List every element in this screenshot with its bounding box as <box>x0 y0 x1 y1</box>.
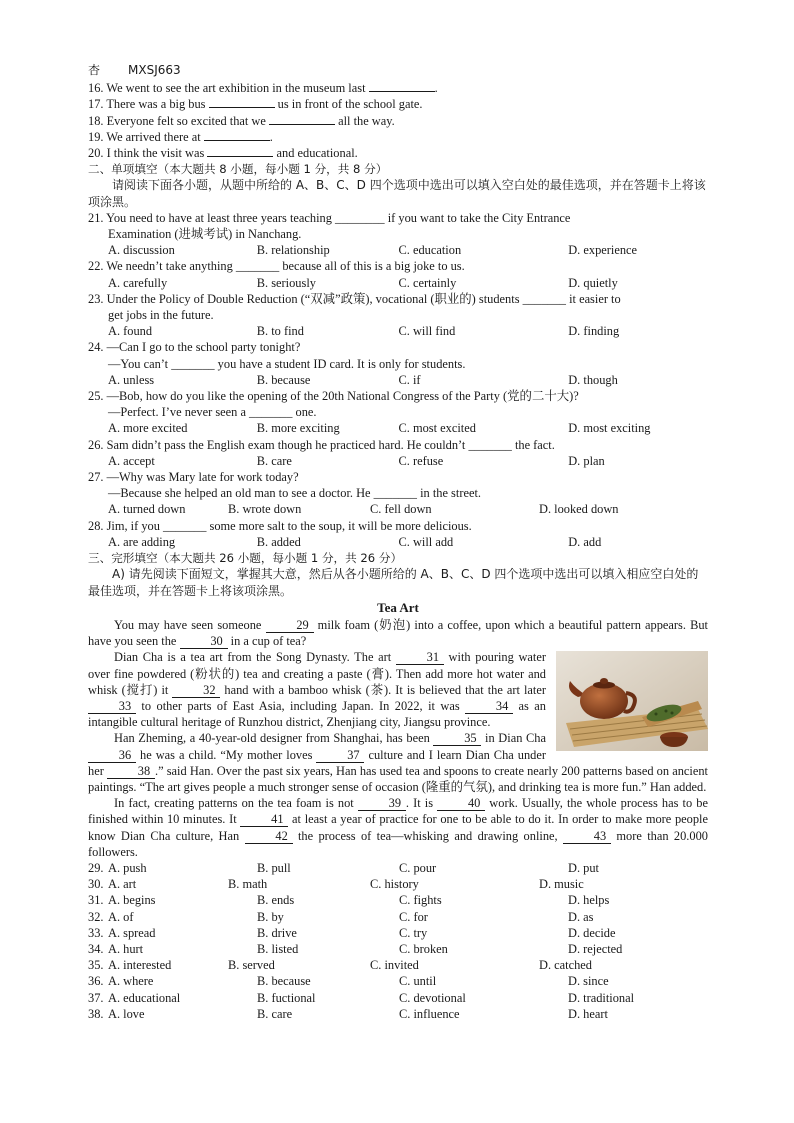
option-b: B. because <box>257 974 311 989</box>
option-b: B. drive <box>257 925 297 940</box>
option-d: D. catched <box>539 958 592 973</box>
cloze-question <box>88 876 708 892</box>
fill-question <box>88 113 708 129</box>
passage-text: work. Usually, the whole process has to be finished within 10 minutes. It <box>88 796 708 827</box>
option-a: A. of <box>108 909 134 924</box>
mc-question <box>88 258 708 290</box>
fill-question <box>88 80 708 96</box>
option-d: D. add <box>568 534 602 549</box>
option-b: B. care <box>256 453 292 468</box>
question-line: —Because she helped an old man to see a doctor. He _______ in the street. <box>108 486 481 501</box>
option-c: C. if <box>398 372 421 387</box>
passage-text: he was a child. “My mother loves <box>136 747 317 762</box>
option-d: D. quietly <box>568 275 618 290</box>
option-d: D. decide <box>568 925 616 940</box>
multiple-choice-questions <box>88 210 708 550</box>
option-d: D. traditional <box>568 990 635 1005</box>
blank-number: 37 <box>316 749 364 763</box>
option-a: A. unless <box>108 372 155 387</box>
question-line: 27. —Why was Mary late for work today? <box>88 470 299 485</box>
cloze-number: 32. <box>88 909 104 924</box>
passage-text: hand with a bamboo whisk (茶). It is believed that the art later <box>220 682 546 697</box>
mc-question <box>88 469 708 518</box>
teapot-photo-icon <box>556 651 708 751</box>
question-text: . <box>269 129 273 144</box>
section2-instruction: 请阅读下面各小题，从题中所给的 A、B、C、D 四个选项中选出可以填入空白处的最佳选项，并在答题卡上将该项涂黑。 <box>88 178 706 209</box>
option-b: B. ends <box>257 893 295 908</box>
cloze-options <box>88 860 708 1022</box>
option-c: C. history <box>370 877 419 892</box>
option-a: A. push <box>108 860 147 875</box>
option-row <box>88 534 708 550</box>
option-a: A. accept <box>108 453 155 468</box>
paper-code: MXSJ663 <box>128 63 181 77</box>
cloze-question <box>88 973 708 989</box>
option-d: D. helps <box>568 893 610 908</box>
option-b: B. to find <box>256 324 304 339</box>
option-b: B. seriously <box>256 275 316 290</box>
option-b: B. relationship <box>256 243 330 258</box>
passage-text: more than 20.000 followers. <box>88 828 708 859</box>
mc-question <box>88 518 708 550</box>
section3-instruction: A) 请先阅读下面短文，掌握其大意，然后从各小题所给的 A、B、C、D 四个选项中选出可以填入相应空白处的最佳选项，并在答题卡上将该项涂黑。 <box>88 567 699 598</box>
question-text: . <box>434 81 438 96</box>
option-d: D. rejected <box>568 941 623 956</box>
mc-question <box>88 291 708 340</box>
option-a: A. carefully <box>108 275 168 290</box>
mc-question <box>88 388 708 437</box>
cloze-number: 31. <box>88 893 104 908</box>
cloze-number: 37. <box>88 990 104 1005</box>
question-line: 21. You need to have at least three years teaching ________ if you want to take the City Entrance <box>88 210 571 225</box>
passage-text: with pouring water over fine powdered (粉状的) tea and creating a paste (膏). Then add more hot water and whisk (搅打) it <box>88 650 547 697</box>
option-b: B. care <box>257 1006 293 1021</box>
question-text: 17. There was a big bus <box>88 97 209 112</box>
passage <box>88 617 708 860</box>
question-line: 22. We needn’t take anything _______ because all of this is a big joke to us. <box>88 259 465 274</box>
passage-text: Dian Cha is a tea art from the Song Dynasty. The art <box>114 650 396 665</box>
passage-title: Tea Art <box>377 599 419 615</box>
blank-number: 32 <box>172 684 220 698</box>
cloze-number: 29. <box>88 860 104 875</box>
option-d: D. heart <box>568 1006 608 1021</box>
option-a: A. turned down <box>108 502 186 517</box>
fill-question <box>88 96 708 112</box>
option-c: C. most excited <box>398 421 476 436</box>
option-b: B. pull <box>257 860 291 875</box>
passage-text: at least a year of practice for one to be able to do it. In order to make more people know Dian Cha culture, Han <box>88 812 708 843</box>
cloze-number: 33. <box>88 925 104 940</box>
option-row <box>88 453 708 469</box>
passage-text: You may have seen someone <box>114 617 266 632</box>
option-c: C. refuse <box>398 453 444 468</box>
option-a: A. hurt <box>108 941 144 956</box>
question-line: —Perfect. I’ve never seen a _______ one. <box>108 405 317 420</box>
option-a: A. more excited <box>108 421 188 436</box>
option-c: C. devotional <box>399 990 466 1005</box>
passage-text: in Dian Cha <box>481 731 546 746</box>
answer-blank <box>207 156 273 157</box>
option-a: A. spread <box>108 925 156 940</box>
option-a: A. are adding <box>108 534 176 549</box>
question-line: get jobs in the future. <box>108 308 214 323</box>
fill-in-questions <box>88 80 708 161</box>
passage-text: milk foam (奶泡) into a coffee, upon which a beautiful pattern appears. But have you seen the <box>88 617 708 649</box>
mc-question <box>88 210 708 259</box>
option-a: A. love <box>108 1006 145 1021</box>
fill-question <box>88 145 708 161</box>
question-line: 26. Sam didn’t pass the English exam though he practiced hard. He couldn’t _______ the fact. <box>88 437 555 452</box>
option-b: B. because <box>256 372 311 387</box>
option-b: B. more exciting <box>256 421 340 436</box>
option-row <box>88 372 708 388</box>
answer-blank <box>209 107 275 108</box>
mc-question <box>88 339 708 388</box>
option-a: A. begins <box>108 893 156 908</box>
question-line: —You can’t _______ you have a student ID card. It is only for students. <box>108 356 466 371</box>
option-row <box>88 501 708 517</box>
option-a: A. art <box>108 877 137 892</box>
page-header <box>88 62 708 78</box>
option-b: B. fuctional <box>257 990 316 1005</box>
option-c: C. will find <box>398 324 456 339</box>
option-b: B. listed <box>257 941 299 956</box>
passage-text: Han Zheming, a 40-year-old designer from Shanghai, has been <box>114 731 434 746</box>
mc-question <box>88 437 708 469</box>
option-c: C. will add <box>398 534 454 549</box>
answer-blank <box>204 140 270 141</box>
blank-number: 43 <box>563 830 611 844</box>
cloze-number: 36. <box>88 974 104 989</box>
option-row <box>88 420 708 436</box>
answer-blank <box>369 91 435 92</box>
option-a: A. discussion <box>108 243 175 258</box>
option-row <box>88 323 708 339</box>
question-text: 18. Everyone felt so excited that we <box>88 113 269 128</box>
question-text: us in front of the school gate. <box>274 97 423 112</box>
blank-number: 35 <box>433 732 481 746</box>
cloze-question <box>88 860 708 876</box>
option-d: D. though <box>568 372 618 387</box>
question-line: 23. Under the Policy of Double Reduction (“双减”政策), vocational (职业的) students _______ it easier to <box>88 291 621 306</box>
blank-number: 38 <box>107 765 155 779</box>
option-d: D. as <box>568 909 594 924</box>
cloze-number: 34. <box>88 941 104 956</box>
cloze-question <box>88 925 708 941</box>
question-text: 19. We arrived there at <box>88 129 204 144</box>
option-d: D. most exciting <box>568 421 651 436</box>
passage-text: as an intangible cultural heritage of Runzhou district, Zhenjiang city, Jiangsu province. <box>88 698 546 730</box>
cloze-question <box>88 1006 708 1022</box>
question-line: 28. Jim, if you _______ some more salt to the soup, it will be more delicious. <box>88 518 472 533</box>
option-b: B. by <box>257 909 284 924</box>
question-line: 25. —Bob, how do you like the opening of the 20th National Congress of the Party (党的二十大)? <box>88 389 579 404</box>
passage-paragraph-4 <box>88 795 708 860</box>
option-c: C. fights <box>399 893 442 908</box>
cloze-question <box>88 990 708 1006</box>
passage-text: culture and I learn Dian Cha under her <box>88 747 546 778</box>
question-line: 24. —Can I go to the school party tonight? <box>88 340 301 355</box>
option-c: C. certainly <box>398 275 457 290</box>
blank-number: 34 <box>465 700 513 714</box>
option-c: C. try <box>399 925 428 940</box>
section2-heading: 二、单项填空（本大题共 8 小题，每小题 1 分，共 8 分） <box>88 162 388 177</box>
cloze-question <box>88 892 708 908</box>
fill-question <box>88 129 708 145</box>
option-c: C. for <box>399 909 428 924</box>
option-c: C. influence <box>399 1006 460 1021</box>
blank-number: 36 <box>88 749 136 763</box>
cloze-question <box>88 941 708 957</box>
option-c: C. fell down <box>370 502 432 517</box>
option-d: D. put <box>568 860 599 875</box>
passage-text: to other parts of East Asia, including Japan. In 2022, it was <box>136 698 466 713</box>
option-d: D. plan <box>568 453 605 468</box>
passage-text: the process of tea—whisking and drawing online, <box>292 828 563 843</box>
option-a: A. interested <box>108 958 172 973</box>
option-c: C. until <box>399 974 437 989</box>
cloze-question <box>88 909 708 925</box>
option-a: A. educational <box>108 990 181 1005</box>
option-c: C. broken <box>399 941 448 956</box>
option-row <box>88 275 708 291</box>
option-d: D. since <box>568 974 609 989</box>
blank-number: 31 <box>396 651 444 665</box>
question-text: all the way. <box>334 113 395 128</box>
cloze-number: 30. <box>88 877 104 892</box>
section3-heading: 三、完形填空（本大题共 26 小题，每小题 1 分，共 26 分） <box>88 551 403 566</box>
option-d: D. experience <box>568 243 638 258</box>
passage-text: in a cup of tea? <box>227 634 307 649</box>
option-b: B. added <box>256 534 301 549</box>
option-c: C. education <box>398 243 462 258</box>
passage-paragraph-1 <box>88 617 708 649</box>
cloze-number: 35. <box>88 958 104 973</box>
blank-number: 33 <box>88 700 136 714</box>
option-row <box>88 242 708 258</box>
option-d: D. finding <box>568 324 620 339</box>
option-b: B. wrote down <box>228 502 302 517</box>
question-line: Examination (进城考试) in Nanchang. <box>108 227 302 242</box>
question-text: 20. I think the visit was <box>88 146 208 161</box>
exam-page <box>88 62 708 1022</box>
passage-text: In fact, creating patterns on the tea foam is not <box>114 796 358 811</box>
answer-blank <box>269 124 335 125</box>
option-a: A. found <box>108 324 153 339</box>
blank-number: 39 <box>358 797 406 811</box>
option-d: D. music <box>539 877 584 892</box>
passage-text: .” said Han. Over the past six years, Han has used tea and spoons to create nearly 200 patterns based on ancient paintings. “The art gives people a much stronger sense of occasion (隆重的气氛), and drinking tea is more fun.” Han added. <box>88 763 708 794</box>
option-b: B. served <box>228 958 275 973</box>
blank-number: 30 <box>180 635 228 649</box>
option-c: C. invited <box>370 958 419 973</box>
passage-text: . It is <box>405 796 438 811</box>
question-text: 16. We went to see the art exhibition in the museum last <box>88 81 369 96</box>
option-a: A. where <box>108 974 154 989</box>
cloze-question <box>88 957 708 973</box>
blank-number: 40 <box>437 797 485 811</box>
option-c: C. pour <box>399 860 437 875</box>
blank-number: 29 <box>266 619 314 633</box>
blank-number: 42 <box>245 830 293 844</box>
header-mark: 杏 <box>88 63 101 77</box>
cloze-number: 38. <box>88 1006 104 1021</box>
question-text: and educational. <box>273 146 358 161</box>
option-d: D. looked down <box>539 502 619 517</box>
option-b: B. math <box>228 877 268 892</box>
blank-number: 41 <box>240 813 288 827</box>
